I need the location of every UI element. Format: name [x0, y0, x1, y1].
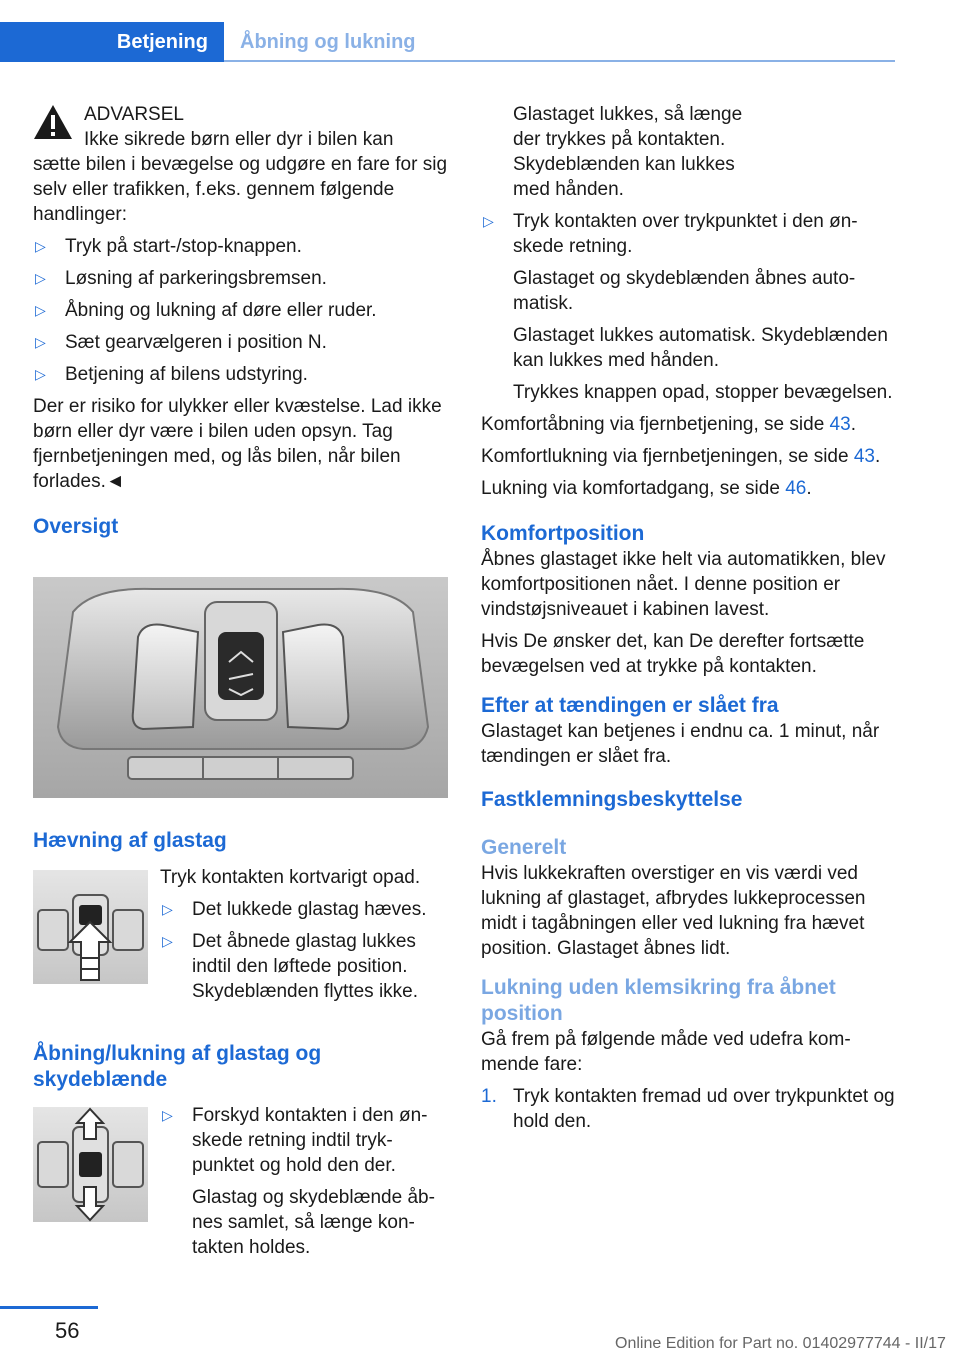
list-item: ▷ Løsning af parkeringsbremsen. [35, 268, 327, 289]
edition-note: Online Edition for Part no. 01402977744 - II/17 [615, 1335, 946, 1352]
footer-rule [0, 1306, 98, 1309]
warning-intro-first: Ikke sikrede børn eller dyr i bilen kan [84, 129, 394, 150]
warning-list [33, 234, 448, 387]
bullet-triangle-icon: ▷ [35, 270, 46, 286]
raise-section [33, 828, 448, 854]
raise-heading: Hævning af glastag [33, 829, 227, 852]
list-item: ▷ Åbning og lukning af døre eller ruder. [35, 300, 377, 321]
raise-text-block [160, 865, 448, 1011]
no-pinch-heading: Lukning uden klemsikring fra åbnet position [481, 976, 836, 1025]
auto-list [481, 209, 895, 405]
switch-up-arrow-illustration [33, 870, 148, 984]
right-column [481, 102, 895, 1134]
bullet-triangle-icon: ▷ [162, 933, 173, 949]
left-column [33, 102, 448, 540]
page-link-43b[interactable]: 43 [853, 446, 875, 467]
bullet-triangle-icon: ▷ [35, 302, 46, 318]
after-ignition-text: Glastaget kan betjenes i endnu ca. 1 minut, når tændingen er slået fra. [481, 721, 880, 767]
warning-closing: Der er risiko for ulykker eller kvæstelse. Lad ikke børn eller dyr være i bilen uden opsyn. Tag fjernbetjeningen med, og lås bilen, når bilen forlades.◄ [33, 396, 442, 492]
raise-text: Tryk kontakten kortvarigt opad. [160, 867, 421, 888]
bullet-triangle-icon: ▷ [162, 901, 173, 917]
bullet-triangle-icon: ▷ [35, 238, 46, 254]
list-item: ▷ Sæt gearvælgeren i position N. [35, 332, 327, 353]
bullet-triangle-icon: ▷ [35, 366, 46, 382]
raise-list [160, 897, 448, 1004]
steps-list [481, 1084, 895, 1134]
open-close-list [160, 1103, 448, 1260]
list-item: ▷ Det åbnede glastag lukkes indtil den løftede position. Skydeblænden flyttes ikke. [162, 931, 419, 1002]
roof-switch-panel-illustration [33, 577, 448, 798]
open-close-text-block [160, 1103, 448, 1267]
list-item: ▷ Betjening af bilens udstyring. [35, 364, 308, 385]
pinch-protection-heading: Fastklemningsbeskyttelse [481, 788, 743, 811]
bullet-triangle-icon: ▷ [35, 334, 46, 350]
list-item: 1. Tryk kontakten fremad ud over trykpunktet og hold den. [481, 1086, 895, 1132]
switch-up-down-arrow-illustration [33, 1107, 148, 1222]
comfort-open-ref: Komfortåbning via fjernbetjening, se side 43. [481, 414, 856, 435]
comfort-position-text2: Hvis De ønsker det, kan De derefter fortsætte bevægelsen ved at trykke på kontakten. [481, 631, 865, 677]
bullet-triangle-icon: ▷ [483, 213, 494, 229]
bullet-triangle-icon: ▷ [162, 1107, 173, 1123]
list-item: ▷ Tryk kontakten over trykpunktet i den ønskede retning. Glastaget og skydeblænden åbnes automatisk. Glastaget lukkes automatisk. Skydeblænden kan lukkes med hånden. Trykkes knappen opad, stopper bevægelsen. [483, 211, 893, 403]
header-rule [224, 60, 895, 62]
list-item: ▷ Forskyd kontakten i den ønskede retning indtil trykpunktet og hold den der. Glastag og skydeblænde åbnes samlet, så længe kontakten holdes. [162, 1105, 435, 1258]
comfort-position-text1: Åbnes glastaget ikke helt via automatikken, blev komfortpositionen nået. I denne position er vindstøjsniveauet i kabinen lavest. [481, 549, 886, 620]
open-close-switch-image [33, 1107, 148, 1222]
comfort-position-heading: Komfortposition [481, 522, 645, 545]
page-link-46[interactable]: 46 [785, 478, 807, 499]
section-tab-aabning-og-lukning: Åbning og lukning [240, 31, 416, 53]
general-heading: Generelt [481, 836, 567, 859]
page-link-43[interactable]: 43 [829, 414, 851, 435]
open-close-heading: Åbning/lukning af glastag og skydeblænde [33, 1042, 322, 1091]
comfort-close-ref: Komfortlukning via fjernbetjeningen, se side 43. [481, 446, 881, 467]
page-number: 56 [55, 1318, 80, 1343]
general-text: Hvis lukkekraften overstiger en vis værdi ved lukning af glastaget, afbrydes lukkeprocessen midt i tagåbningen eller ved lukning fra hævet position. Glastaget åbnes lidt. [481, 863, 866, 959]
header-tabs [0, 22, 895, 62]
warning-title: ADVARSEL [84, 104, 184, 125]
after-ignition-heading: Efter at tændingen er slået fra [481, 694, 779, 717]
access-close-ref: Lukning via komfortadgang, se side 46. [481, 478, 812, 499]
no-pinch-text: Gå frem på følgende måde ved udefra kommende fare: [481, 1029, 851, 1075]
list-item: ▷ Det lukkede glastag hæves. [162, 899, 427, 920]
warning-box [33, 102, 448, 152]
section-tab-betjening: Betjening [0, 22, 224, 62]
warning-intro: sætte bilen i bevægelse og udgøre en fare for sig selv eller trafikken, f.eks. gennem følgende handlinger: [33, 154, 448, 225]
raise-switch-image [33, 870, 148, 984]
overview-image [33, 577, 448, 798]
list-item: ▷ Tryk på start-/stop-knappen. [35, 236, 302, 257]
warning-triangle-icon [33, 104, 73, 140]
cont-text: Glastaget lukkes, så længe der trykkes på kontakten. Skydeblænden kan lukkes med hånden. [513, 104, 743, 200]
open-close-section [33, 1041, 448, 1093]
overview-heading: Oversigt [33, 515, 119, 538]
